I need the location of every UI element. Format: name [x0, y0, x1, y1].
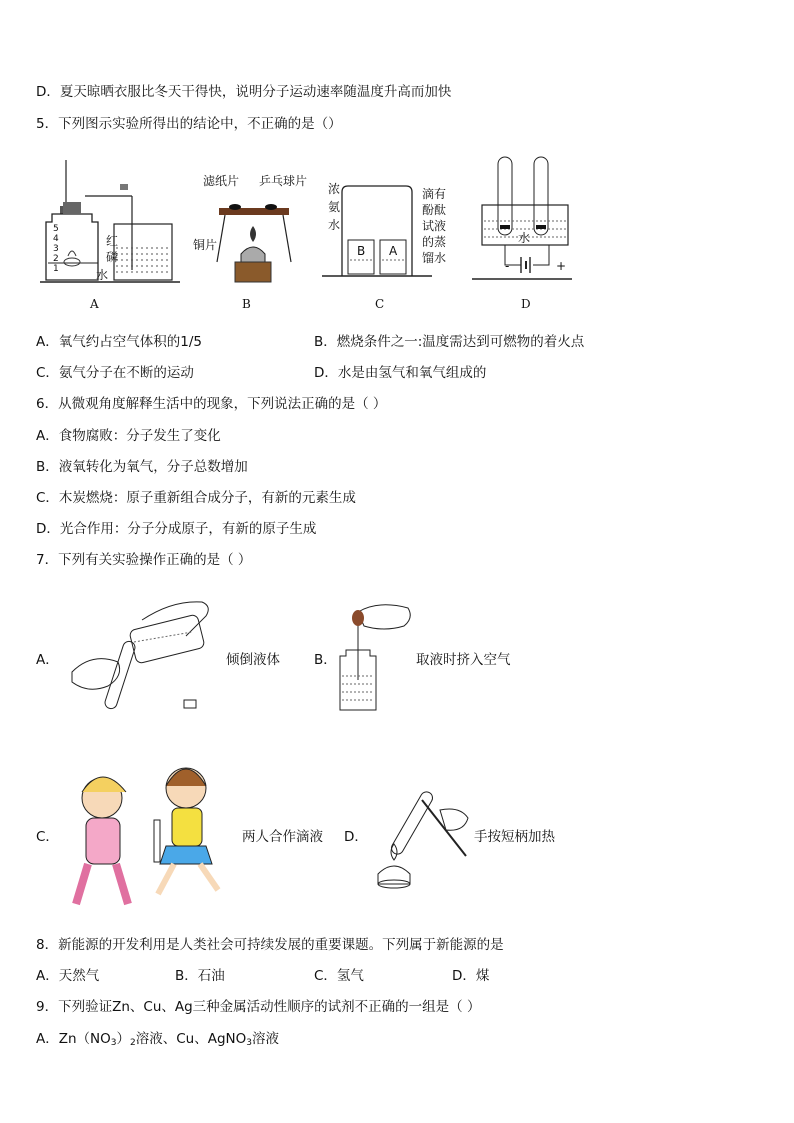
label-conc: 浓	[328, 182, 341, 196]
q5-caption-b: B	[242, 297, 251, 311]
q5-figure-c	[322, 182, 452, 282]
q6-option-c: C．木炭燃烧：原子重新组合成分子，有新的元素生成	[36, 490, 356, 506]
q6-stem: 6．从微观角度解释生活中的现象，下列说法正确的是（ ）	[36, 396, 387, 412]
label-right-5: 馏水	[422, 251, 447, 265]
q9-a-end: 溶液	[251, 1031, 279, 1047]
label-ammonia: 氨	[328, 200, 341, 214]
q5-caption-a: A	[90, 297, 99, 311]
q5-caption-c: C	[375, 297, 385, 311]
q8-stem: 8．新能源的开发利用是人类社会可持续发展的重要课题。下列属于新能源的是	[36, 937, 504, 953]
label-beaker-b: B	[357, 244, 366, 258]
q5-option-c: C．氨气分子在不断的运动	[36, 365, 194, 381]
q7-figure-dropper	[336, 600, 416, 715]
q4-option-d: D．夏天晾晒衣服比冬天干得快，说明分子运动速率随温度升高而加快	[36, 84, 452, 100]
label-right-1: 滴有	[422, 187, 447, 201]
q8-option-d: D．煤	[452, 968, 490, 984]
label-right-2: 酚酞	[422, 203, 447, 217]
label-filter-paper: 滤纸片	[203, 174, 240, 188]
tripod-burner-figure	[195, 182, 325, 292]
q7-option-d-letter: D．	[344, 829, 368, 845]
label-phenolphthalein	[422, 186, 446, 266]
q7-option-a-text: 倾倒液体	[226, 652, 280, 668]
q7-stem: 7．下列有关实验操作正确的是（ ）	[36, 552, 252, 568]
flask-apparatus-figure	[40, 158, 190, 290]
q5-caption-d: D	[521, 297, 531, 311]
q5-figure-b	[193, 174, 325, 292]
q7-option-b-letter: B．	[314, 652, 337, 668]
q7-option-b-text: 取液时挤入空气	[416, 652, 511, 668]
q9-a-sub1: 3	[110, 1038, 117, 1048]
q9-a-mid: ）	[116, 1031, 130, 1047]
q9-a-sub3: 3	[246, 1038, 252, 1048]
q8-option-b: B．石油	[175, 968, 225, 984]
label-plus: +	[556, 259, 567, 273]
q8-option-c: C．氢气	[314, 968, 364, 984]
q7-option-c-letter: C．	[36, 829, 59, 845]
label-red: 红	[106, 234, 119, 248]
scale-2: 2	[53, 254, 59, 264]
scale-1: 1	[53, 264, 59, 274]
q7-figure-two-girls	[62, 756, 242, 916]
label-water: 水	[96, 268, 109, 282]
q7-figure-heating	[370, 786, 472, 896]
q7-option-a-letter: A．	[36, 652, 59, 668]
dropper-bottle-figure	[336, 600, 416, 715]
q8-option-a: A．天然气	[36, 968, 100, 984]
q5-stem: 5．下列图示实验所得出的结论中，不正确的是（）	[36, 116, 342, 132]
two-girls-figure	[62, 756, 242, 916]
label-right-3: 试液	[422, 219, 447, 233]
label-right-4: 的蒸	[422, 235, 447, 249]
scale-5: 5	[53, 224, 59, 234]
q9-a-rest: 溶液、Cu、AgNO	[135, 1031, 247, 1047]
q7-option-d-text: 手按短柄加热	[474, 829, 555, 845]
pouring-liquid-figure	[62, 592, 222, 722]
label-copper: 铜片	[193, 238, 218, 252]
q5-option-b: B．燃烧条件之一:温度需达到可燃物的着火点	[314, 334, 585, 350]
label-pingpong: 乒乓球片	[259, 174, 308, 188]
q9-option-a	[36, 1030, 279, 1052]
label-water-c: 水	[328, 218, 341, 232]
scale-3: 3	[53, 244, 59, 254]
q6-option-a: A．食物腐败：分子发生了变化	[36, 428, 221, 444]
q9-a-prefix: A．Zn（NO	[36, 1031, 111, 1047]
label-water-d: 水	[518, 231, 531, 245]
scale-4: 4	[53, 234, 59, 244]
q5-figure-d	[472, 155, 582, 280]
q9-stem: 9．下列验证Zn、Cu、Ag三种金属活动性顺序的试剂不正确的一组是（ ）	[36, 999, 481, 1015]
q5-figure-a	[40, 158, 190, 290]
q6-option-d: D．光合作用：分子分成原子，有新的原子生成	[36, 521, 317, 537]
q5-option-d: D．水是由氢气和氧气组成的	[314, 365, 487, 381]
scale-labels	[53, 224, 59, 274]
label-minus: -	[505, 259, 510, 273]
q9-a-sub2: 2	[130, 1038, 136, 1048]
q5-option-a: A．氧气约占空气体积的1/5	[36, 334, 202, 350]
q7-figure-pour-liquid	[62, 592, 222, 722]
q6-option-b: B．液氧转化为氧气，分子总数增加	[36, 459, 248, 475]
test-tube-heating-figure	[370, 786, 472, 896]
label-beaker-a: A	[389, 244, 398, 258]
q7-option-c-text: 两人合作滴液	[242, 829, 323, 845]
label-phosphorus: 磷	[106, 250, 119, 264]
